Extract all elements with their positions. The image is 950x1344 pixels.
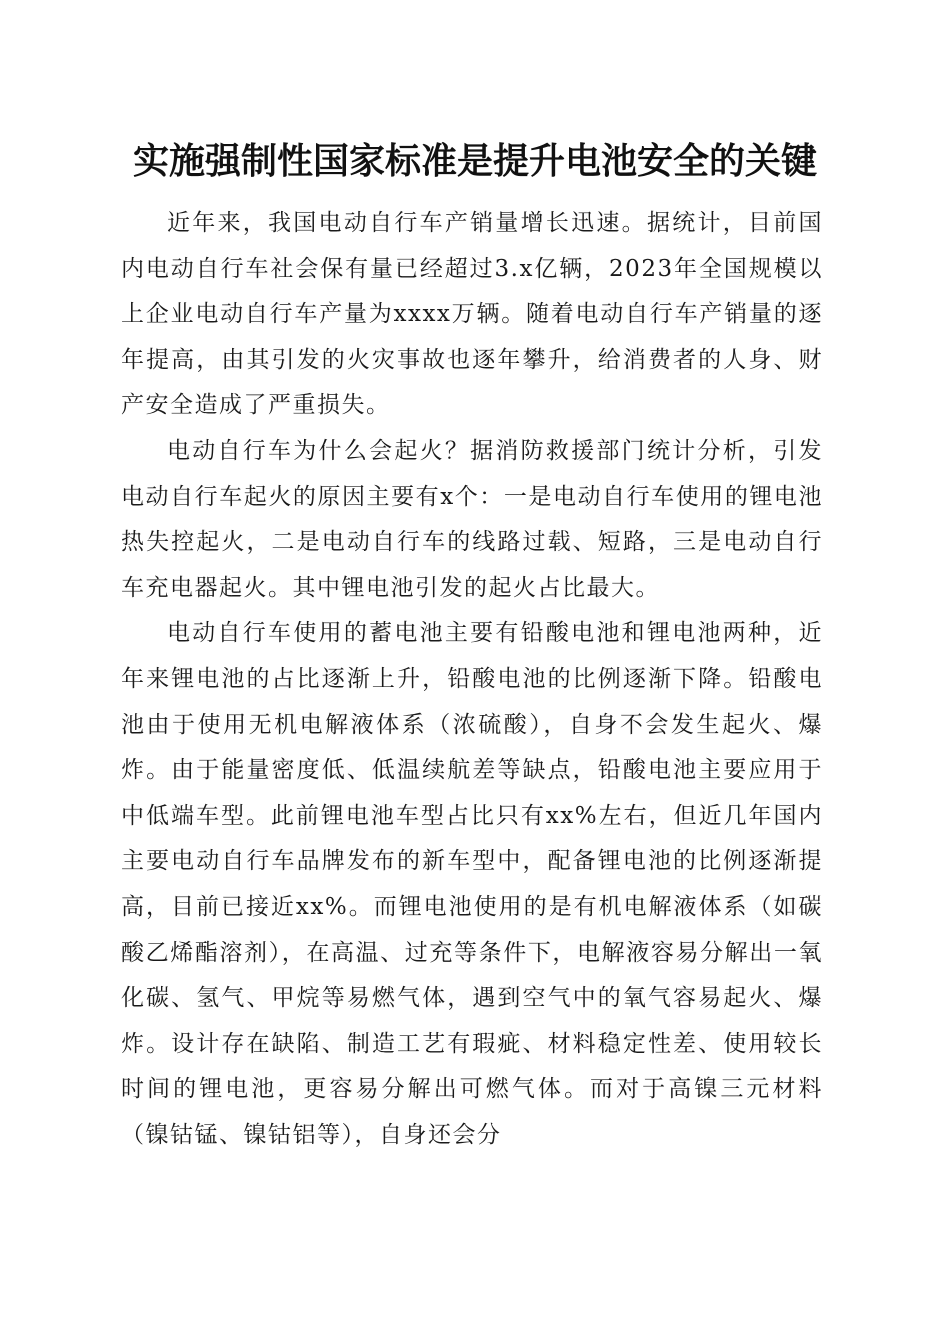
document-body [121,201,823,1158]
document-title: 实施强制性国家标准是提升电池安全的关键 [132,140,817,182]
paragraph-3: 电动自行车使用的蓄电池主要有铅酸电池和锂电池两种，近年来锂电池的占比逐渐上升，铅酸电池的比例逐渐下降。铅酸电池由于使用无机电解液体系（浓硫酸），自身不会发生起火、爆炸。由于能量密度低、低温续航差等缺点，铅酸电池主要应用于中低端车型。此前锂电池车型占比只有xx%左右，但近几年国内主要电动自行车品牌发布的新车型中，配备锂电池的比例逐渐提高，目前已接近xx%。而锂电池使用的是有机电解液体系（如碳酸乙烯酯溶剂），在高温、过充等条件下，电解液容易分解出一氧化碳、氢气、甲烷等易燃气体，遇到空气中的氧气容易起火、爆炸。设计存在缺陷、制造工艺有瑕疵、材料稳定性差、使用较长时间的锂电池，更容易分解出可燃气体。而对于高镍三元材料（镍钴锰、镍钴铝等），自身还会分 [121,620,823,1148]
paragraph-1: 近年来，我国电动自行车产销量增长迅速。据统计，目前国内电动自行车社会保有量已经超过3.x亿辆，2023年全国规模以上企业电动自行车产量为xxxx万辆。随着电动自行车产销量的逐年提高，由其引发的火灾事故也逐年攀升，给消费者的人身、财产安全造成了严重损失。 [121,210,823,419]
paragraph-2: 电动自行车为什么会起火？据消防救援部门统计分析，引发电动自行车起火的原因主要有x个：一是电动自行车使用的锂电池热失控起火，二是电动自行车的线路过载、短路，三是电动自行车充电器起火。其中锂电池引发的起火占比最大。 [121,437,823,601]
